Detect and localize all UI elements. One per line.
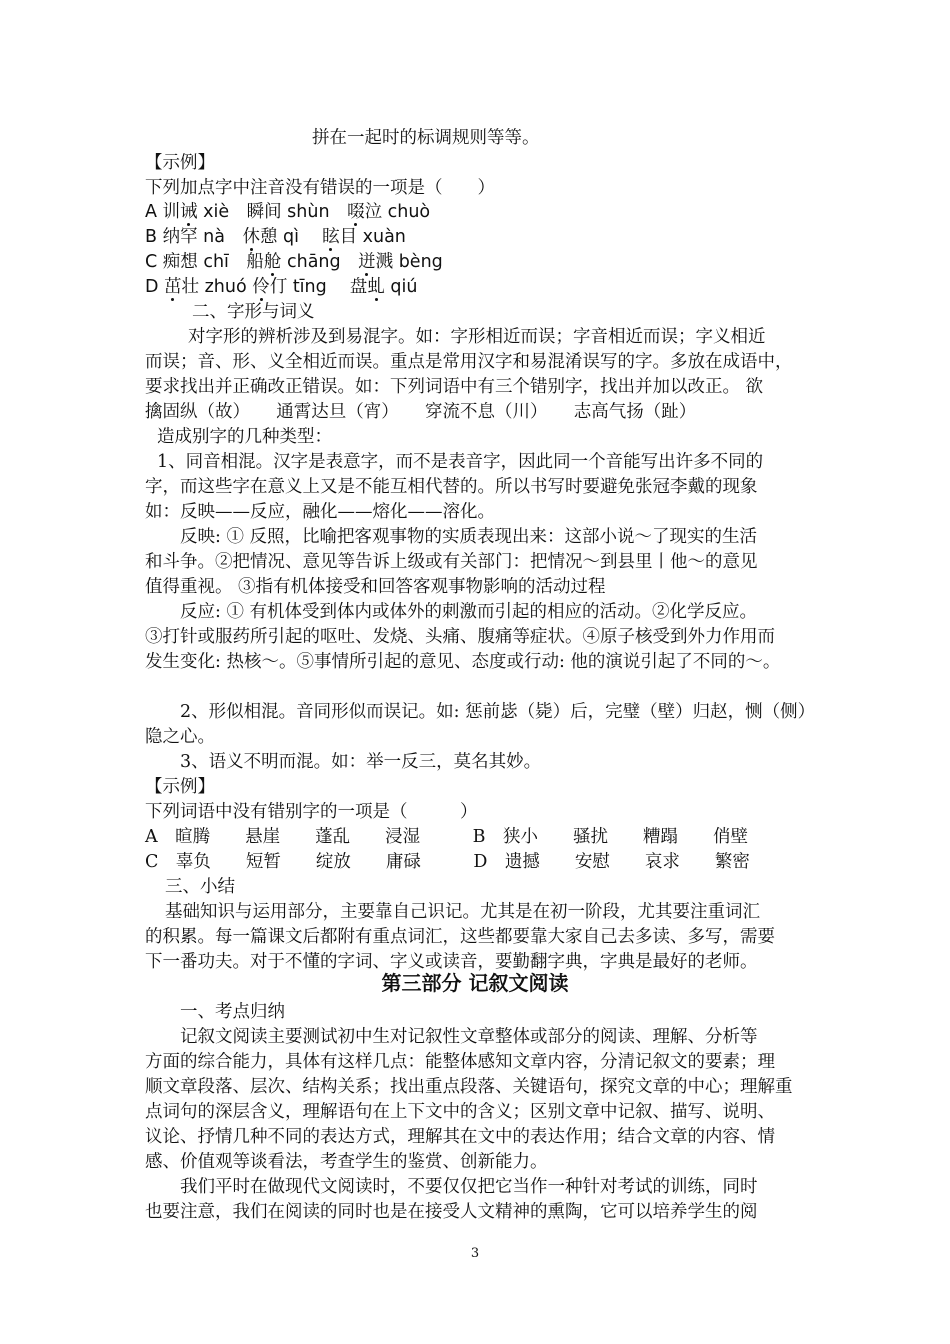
option-a xyxy=(145,200,430,224)
example-label: 【示例】 xyxy=(145,777,215,797)
text-line: 记叙文阅读主要测试初中生对记叙性文章整体或部分的阅读、理解、分析等 xyxy=(180,1027,758,1047)
text-line: 对字形的辨析涉及到易混字。如：字形相近而误；字音相近而误；字义相近 xyxy=(188,327,766,347)
dotted-char: 舱 xyxy=(263,252,282,272)
option-b xyxy=(145,225,406,249)
dotted-char: 茁 xyxy=(164,277,182,297)
dotted-char: 诫 xyxy=(180,202,198,222)
section-heading: 一、考点归纳 xyxy=(180,1002,285,1022)
option-text: 仃 tīng 盘 xyxy=(269,277,368,297)
option-text: qiú xyxy=(384,277,418,297)
page-number: 3 xyxy=(470,1246,480,1261)
dotted-char: 啜 xyxy=(347,202,365,222)
dotted-char: 休 xyxy=(242,227,260,247)
option-row: C 辜负 短暂 绽放 庸碌 D 遗撼 安慰 哀求 繁密 xyxy=(145,852,750,872)
text-line: 造成别字的几种类型： xyxy=(157,427,332,447)
option-text: 泣 chuò xyxy=(364,202,431,222)
option-text: C 痴想 chī 船 xyxy=(145,252,264,272)
text-line: 1、同音相混。汉字是表意字，而不是表音字，因此同一个音能写出许多不同的 xyxy=(157,452,764,472)
text-line: 反应: ① 有机体受到体内或体外的刺激而引起的相应的活动。②化学反应。 xyxy=(180,602,758,622)
text-line: 值得重视。 ③指有机体接受和回答客观事物影响的活动过程 xyxy=(145,577,606,597)
text-line: 下一番功夫。对于不懂的字词、字义或读音，要勤翻字典，字典是最好的老师。 xyxy=(145,952,758,972)
text-line: 也要注意，我们在阅读的同时也是在接受人文精神的熏陶，它可以培养学生的阅 xyxy=(145,1202,758,1222)
example-label: 【示例】 xyxy=(145,153,215,173)
text-line: 我们平时在做现代文阅读时，不要仅仅把它当作一种针对考试的训练，同时 xyxy=(180,1177,758,1197)
dotted-char: 伶 xyxy=(252,277,270,297)
part-title: 第三部分 记叙文阅读 xyxy=(381,971,569,995)
text-line: 擒固纵（故） 通霄达旦（宵） 穿流不息（川） 志高气扬（趾） xyxy=(145,402,697,422)
option-text: B 纳罕 nà xyxy=(145,227,243,247)
option-text: D xyxy=(145,277,165,297)
text-line: 要求找出并正确改正错误。如：下列词语中有三个错别字，找出并加以改正。 欲 xyxy=(145,377,764,397)
text-line: 字，而这些字在意义上又是不能互相代替的。所以书写时要避免张冠李戴的现象 xyxy=(145,477,758,497)
option-text: 壮 zhuó xyxy=(181,277,253,297)
text-line: 感、价值观等谈看法，考查学生的鉴赏、创新能力。 xyxy=(145,1152,548,1172)
option-c xyxy=(145,250,443,274)
text-line: 如：反映——反应，融化——熔化——溶化。 xyxy=(145,502,495,522)
text-line: 方面的综合能力，具体有这样几点：能整体感知文章内容，分清记叙文的要素；理 xyxy=(145,1052,775,1072)
text-line: 反映: ① 反照，比喻把客观事物的实质表现出来：这部小说～了现实的生活 xyxy=(180,527,758,547)
option-text: 目 xuàn xyxy=(339,227,406,247)
option-text: A 训 xyxy=(145,202,181,222)
text-line: 隐之心。 xyxy=(145,727,215,747)
text-line: 的积累。每一篇课文后都附有重点词汇，这些都要靠大家自己去多读、多写，需要 xyxy=(145,927,775,947)
text-line: 发生变化: 热核～。⑤事情所引起的意见、态度或行动: 他的演说引起了不同的～。 xyxy=(145,652,781,672)
text-line: 基础知识与运用部分，主要靠自己识记。尤其是在初一阶段，尤其要注重词汇 xyxy=(165,902,760,922)
text-line: 而误；音、形、义全相近而误。重点是常用汉字和易混淆误写的字。多放在成语中， xyxy=(145,352,793,372)
dotted-char: 迸 xyxy=(358,252,376,272)
text-line: 2、形似相混。音同形似而误记。如: 惩前毖（毙）后，完璧（壁）归赵，恻（侧） xyxy=(180,702,816,722)
dotted-char: 眩 xyxy=(322,227,340,247)
text-line: 顺文章段落、层次、结构关系；找出重点段落、关键语句，探究文章的中心；理解重 xyxy=(145,1077,793,1097)
section-heading: 三、小结 xyxy=(165,877,235,897)
option-row: A 暄腾 悬崖 蓬乱 浸湿 B 狭小 骚扰 糟蹋 俏壁 xyxy=(145,827,748,847)
text-line: 点词句的深层含义，理解语句在上下文中的含义；区别文章中记叙、描写、说明、 xyxy=(145,1102,775,1122)
question-text: 下列加点字中注音没有错误的一项是（ ） xyxy=(145,178,495,198)
option-d xyxy=(145,275,417,299)
section-heading: 二、字形与词义 xyxy=(192,302,315,322)
option-text: chāng xyxy=(281,252,359,272)
text-line: 拼在一起时的标调规则等等。 xyxy=(312,128,540,148)
option-text: 憩 qì xyxy=(259,227,323,247)
question-text: 下列词语中没有错别字的一项是（ ） xyxy=(145,802,478,822)
option-text: xiè 瞬间 shùn xyxy=(197,202,348,222)
text-line: 议论、抒情几种不同的表达方式，理解其在文中的表达作用；结合文章的内容、情 xyxy=(145,1127,775,1147)
option-text: 溅 bèng xyxy=(375,252,443,272)
text-line: 3、语义不明而混。如：举一反三，莫名其妙。 xyxy=(180,752,542,772)
text-line: ③打针或服药所引起的呕吐、发烧、头痛、腹痛等症状。④原子核受到外力作用而 xyxy=(145,627,775,647)
text-line: 和斗争。②把情况、意见等告诉上级或有关部门：把情况～到县里丨他～的意见 xyxy=(145,552,758,572)
dotted-char: 虬 xyxy=(367,277,385,297)
